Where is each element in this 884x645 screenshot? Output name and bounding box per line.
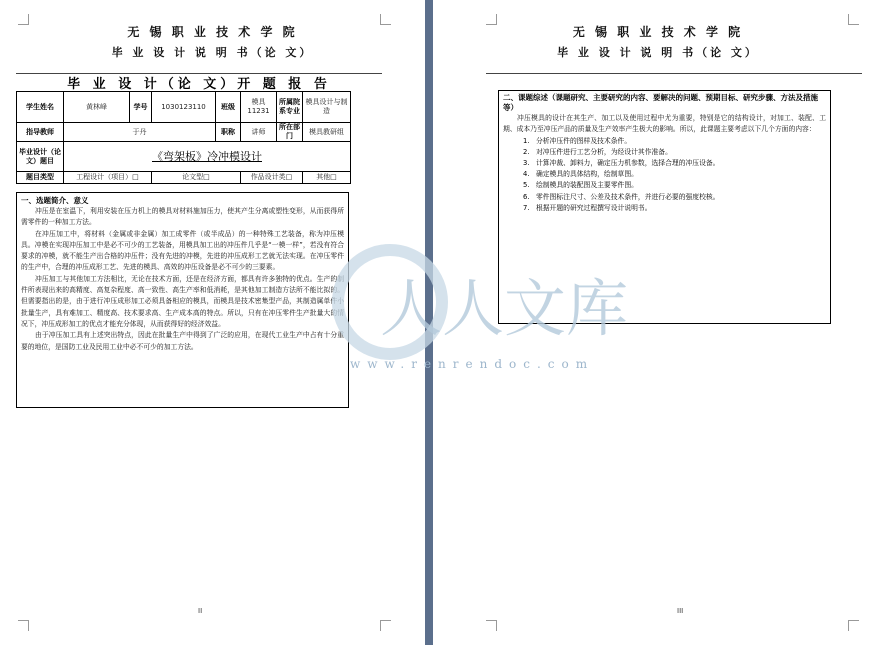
- category-label: 题目类型: [17, 172, 64, 184]
- watermark-url: www.renrendoc.com: [350, 357, 595, 371]
- list-item: 7. 根据开题的研究过程撰写设计说明书。: [523, 203, 652, 212]
- section-intro-box: [16, 192, 349, 408]
- category-option-other: 其他□: [303, 172, 351, 184]
- list-item: 6. 零件图标注尺寸、公差及技术条件，并进行必要的强度校核。: [523, 192, 720, 201]
- category-option-thesis: 论文型□: [152, 172, 241, 184]
- advisor-value: 于丹: [64, 123, 216, 142]
- page-corner-mark: [380, 620, 391, 631]
- category-option-engineering: 工程设计（项目）□: [64, 172, 152, 184]
- section-intro-heading: 一、选题简介、意义: [21, 196, 89, 205]
- title-value: 讲师: [241, 123, 277, 142]
- topic-label: 毕业设计（论文）题目: [17, 142, 64, 172]
- header-rule: [486, 73, 862, 74]
- doc-type-title: 毕 业 设 计 说 明 书（论 文）: [557, 46, 759, 59]
- list-item: 2. 对冲压件进行工艺分析，为经设计其作准备。: [523, 147, 672, 156]
- dept-value: 模具教研组: [303, 123, 351, 142]
- overview-intro: 冲压模具的设计在其生产、加工以及使用过程中尤为重要，特别是它的结构设计，对加工、装配、工期、成本乃至冲压产品的质量及生产效率产生极大的影响。所以，此课题主要考虑以下几个方面的内容：: [503, 114, 826, 134]
- advisor-label: 指导教师: [17, 123, 64, 142]
- student-name-label: 学生姓名: [17, 92, 64, 123]
- category-option-work: 作品设计类□: [241, 172, 303, 184]
- watermark-logo-text: 人人文库: [380, 272, 629, 345]
- section-overview-box: [498, 90, 831, 324]
- list-item: 1. 分析冲压件的图样及技术条件。: [523, 136, 632, 145]
- student-id-value: 1030123110: [152, 92, 216, 123]
- major-label: 所属院系专业: [277, 92, 303, 123]
- intro-paragraph-3: 冲压加工与其他加工方法相比，无论在技术方面，还是在经济方面，都具有许多独特的优点。生产的制件所表现出来的高精度、高复杂程度、高一致性、高生产率和低消耗，是其他加工制造方法所不能比拟的。但需要指出的是，由于进行冲压成形加工必须具备相应的模具，而模具是技术密集型产品，其制造属单件小批量生产，具有难加工、精度高、技术要求高、生产成本高的特点。所以，只有在冲压零件生产批量大的情况下，冲压成形加工的优点才能充分体现，从而获得好的经济效益。: [21, 274, 344, 328]
- student-id-label: 学号: [130, 92, 152, 123]
- class-value: 模具11231: [241, 92, 277, 123]
- topic-value: 《弯架板》冷冲模设计: [64, 142, 351, 172]
- overview-list: [503, 136, 826, 214]
- intro-paragraph-1: 冲压是在室温下，利用安装在压力机上的模具对材料施加压力，使其产生分离或塑性变形，从而获得所需零件的一种加工方法。: [21, 207, 344, 227]
- major-value: 模具设计与制造: [303, 92, 351, 123]
- page-number: III: [677, 607, 684, 615]
- page-corner-mark: [486, 620, 497, 631]
- intro-paragraph-4: 由于冲压加工具有上述突出特点，因此在批量生产中得到了广泛的应用，在现代工业生产中占有十分重要的地位，是国防工业及民用工业中必不可少的加工方法。: [21, 331, 344, 351]
- list-item: 4. 确定模具的具体结构，绘制草图。: [523, 170, 638, 179]
- school-name: 无 锡 职 业 技 术 学 院: [572, 25, 744, 39]
- student-name-value: 黄林峰: [64, 92, 130, 123]
- page-corner-mark: [848, 620, 859, 631]
- page-number: II: [198, 607, 203, 615]
- report-title: 毕 业 设 计（论 文）开 题 报 告: [67, 77, 331, 92]
- info-table: [16, 91, 351, 184]
- title-label: 职称: [216, 123, 241, 142]
- list-item: 3. 计算冲裁、卸料力，确定压力机参数，选择合理的冲压设备。: [523, 159, 720, 167]
- page-divider: [425, 0, 433, 645]
- section-overview-heading: 二、课题综述（课题研究、主要研究的内容、要解决的问题、预期目标、研究步骤、方法及措施等）: [503, 93, 818, 112]
- school-name: 无 锡 职 业 技 术 学 院: [127, 25, 298, 39]
- dept-label: 所在部门: [277, 123, 303, 142]
- document-page-right: [433, 0, 884, 645]
- class-label: 班级: [216, 92, 241, 123]
- intro-paragraph-2: 在冲压加工中，将材料（金属或非金属）加工成零件（或半成品）的一种特殊工艺装备，称为冲压模具。冲模在实现冲压加工中是必不可少的工艺装备，用模具加工出的冲压件几乎是“一模一样”，若没有符合要求的冲模，就不能生产出合格的冲压件；没有先进的冲模，先进的冲压成形工艺就无法实现。在冲压零件的生产中，合理的冲压成形工艺、先进的模具、高效的冲压设备是必不可少的三要素。: [21, 229, 344, 272]
- list-item: 5. 绘制模具的装配图及主要零件图。: [523, 181, 638, 190]
- document-page-left: [0, 0, 425, 645]
- page-corner-mark: [18, 620, 29, 631]
- doc-type-title: 毕 业 设 计 说 明 书（论 文）: [111, 46, 314, 59]
